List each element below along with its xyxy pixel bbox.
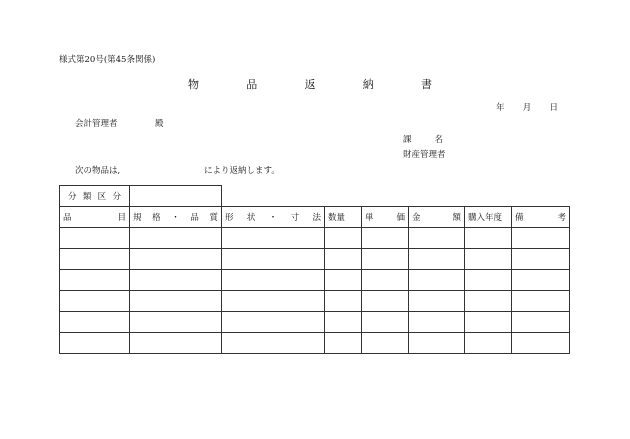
item-cell[interactable] <box>60 270 130 291</box>
title-char: 品 <box>246 78 258 91</box>
table-row <box>60 291 570 312</box>
header-char: 寸 <box>290 213 300 223</box>
table-row <box>60 333 570 354</box>
header-char: 状 <box>246 213 256 223</box>
unit-price-cell[interactable] <box>362 249 409 270</box>
title-char: 納 <box>362 78 374 91</box>
classification-char: 類 <box>82 192 92 202</box>
property-manager-label: 財産管理者 <box>403 150 446 160</box>
header-purchase-year <box>465 207 512 228</box>
header-char: 額 <box>452 213 461 223</box>
unit-price-cell[interactable] <box>362 270 409 291</box>
purchase-year-cell[interactable] <box>465 312 512 333</box>
header-char: 形 <box>225 213 234 223</box>
header-char: 格 <box>152 213 161 223</box>
shape-cell[interactable] <box>222 228 325 249</box>
classification-char: 分 <box>68 192 77 202</box>
item-cell[interactable] <box>60 228 130 249</box>
purchase-year-cell[interactable] <box>465 228 512 249</box>
item-cell[interactable] <box>60 312 130 333</box>
remarks-cell[interactable] <box>512 333 570 354</box>
shape-cell[interactable] <box>222 270 325 291</box>
remarks-cell[interactable] <box>512 312 570 333</box>
item-cell[interactable] <box>60 249 130 270</box>
quantity-cell[interactable] <box>325 291 362 312</box>
header-shape <box>222 207 325 228</box>
title-char: 物 <box>188 78 199 91</box>
shape-cell[interactable] <box>222 312 325 333</box>
header-unit-price <box>362 207 409 228</box>
header-item <box>60 207 130 228</box>
remarks-cell[interactable] <box>512 291 570 312</box>
header-char: 品 <box>63 213 72 223</box>
header-char: 価 <box>396 213 405 223</box>
unit-price-cell[interactable] <box>362 333 409 354</box>
header-amount <box>409 207 465 228</box>
header-char: 単 <box>365 213 374 223</box>
remarks-cell[interactable] <box>512 228 570 249</box>
remarks-cell[interactable] <box>512 249 570 270</box>
purchase-year-cell[interactable] <box>465 249 512 270</box>
amount-cell[interactable] <box>409 291 465 312</box>
return-items-table <box>59 185 570 354</box>
table-body <box>60 228 570 354</box>
date-line <box>496 104 558 113</box>
amount-cell[interactable] <box>409 270 465 291</box>
header-remarks <box>512 207 570 228</box>
document-title <box>188 79 432 90</box>
item-cell[interactable] <box>60 333 130 354</box>
classification-row <box>60 186 570 207</box>
shape-cell[interactable] <box>222 333 325 354</box>
table-row <box>60 228 570 249</box>
statement-prefix: 次の物品は, <box>75 166 121 176</box>
amount-cell[interactable] <box>409 312 465 333</box>
addressee-honorific: 殿 <box>155 119 164 129</box>
header-char: 備 <box>515 213 524 223</box>
purchase-year-cell[interactable] <box>465 291 512 312</box>
item-cell[interactable] <box>60 291 130 312</box>
header-char: ・ <box>171 213 180 223</box>
statement-suffix: により返納します。 <box>204 166 280 176</box>
unit-price-cell[interactable] <box>362 291 409 312</box>
quantity-cell[interactable] <box>325 312 362 333</box>
spec-cell[interactable] <box>130 249 222 270</box>
dept-mei: 名 <box>434 135 443 145</box>
classification-label <box>60 186 130 207</box>
dept-ka: 課 <box>403 135 412 145</box>
addressee-label: 会計管理者 <box>75 119 118 129</box>
spec-cell[interactable] <box>130 270 222 291</box>
header-char: 質 <box>209 213 218 223</box>
header-char: 目 <box>117 213 126 223</box>
header-char: 規 <box>133 213 142 223</box>
quantity-cell[interactable] <box>325 249 362 270</box>
blank-area <box>222 186 570 207</box>
dept-name-label <box>403 136 443 145</box>
unit-price-cell[interactable] <box>362 312 409 333</box>
form-number: 様式第20号(第45条関係) <box>59 55 156 65</box>
unit-price-cell[interactable] <box>362 228 409 249</box>
remarks-cell[interactable] <box>512 270 570 291</box>
classification-char: 区 <box>97 192 107 202</box>
table-row <box>60 249 570 270</box>
spec-cell[interactable] <box>130 228 222 249</box>
classification-value-cell[interactable] <box>130 186 222 207</box>
amount-cell[interactable] <box>409 228 465 249</box>
amount-cell[interactable] <box>409 249 465 270</box>
classification-char: 分 <box>112 192 121 202</box>
header-char: 金 <box>412 213 421 223</box>
header-char: ・ <box>268 213 278 223</box>
title-char: 返 <box>304 78 316 91</box>
shape-cell[interactable] <box>222 249 325 270</box>
table-header-row <box>60 207 570 228</box>
purchase-year-cell[interactable] <box>465 333 512 354</box>
quantity-cell[interactable] <box>325 333 362 354</box>
table-row <box>60 270 570 291</box>
header-char: 購入年度 <box>468 213 503 223</box>
header-quantity <box>325 207 362 228</box>
table-row <box>60 312 570 333</box>
day-label: 日 <box>549 103 558 113</box>
month-label: 月 <box>522 103 532 113</box>
header-spec <box>130 207 222 228</box>
quantity-cell[interactable] <box>325 228 362 249</box>
header-char: 品 <box>190 213 199 223</box>
purchase-year-cell[interactable] <box>465 270 512 291</box>
amount-cell[interactable] <box>409 333 465 354</box>
year-label: 年 <box>496 103 505 113</box>
header-char: 数量 <box>328 213 346 223</box>
header-char: 考 <box>557 213 567 223</box>
quantity-cell[interactable] <box>325 270 362 291</box>
header-char: 法 <box>312 213 321 223</box>
title-char: 書 <box>421 78 432 91</box>
spec-cell[interactable] <box>130 333 222 354</box>
spec-cell[interactable] <box>130 312 222 333</box>
shape-cell[interactable] <box>222 291 325 312</box>
spec-cell[interactable] <box>130 291 222 312</box>
